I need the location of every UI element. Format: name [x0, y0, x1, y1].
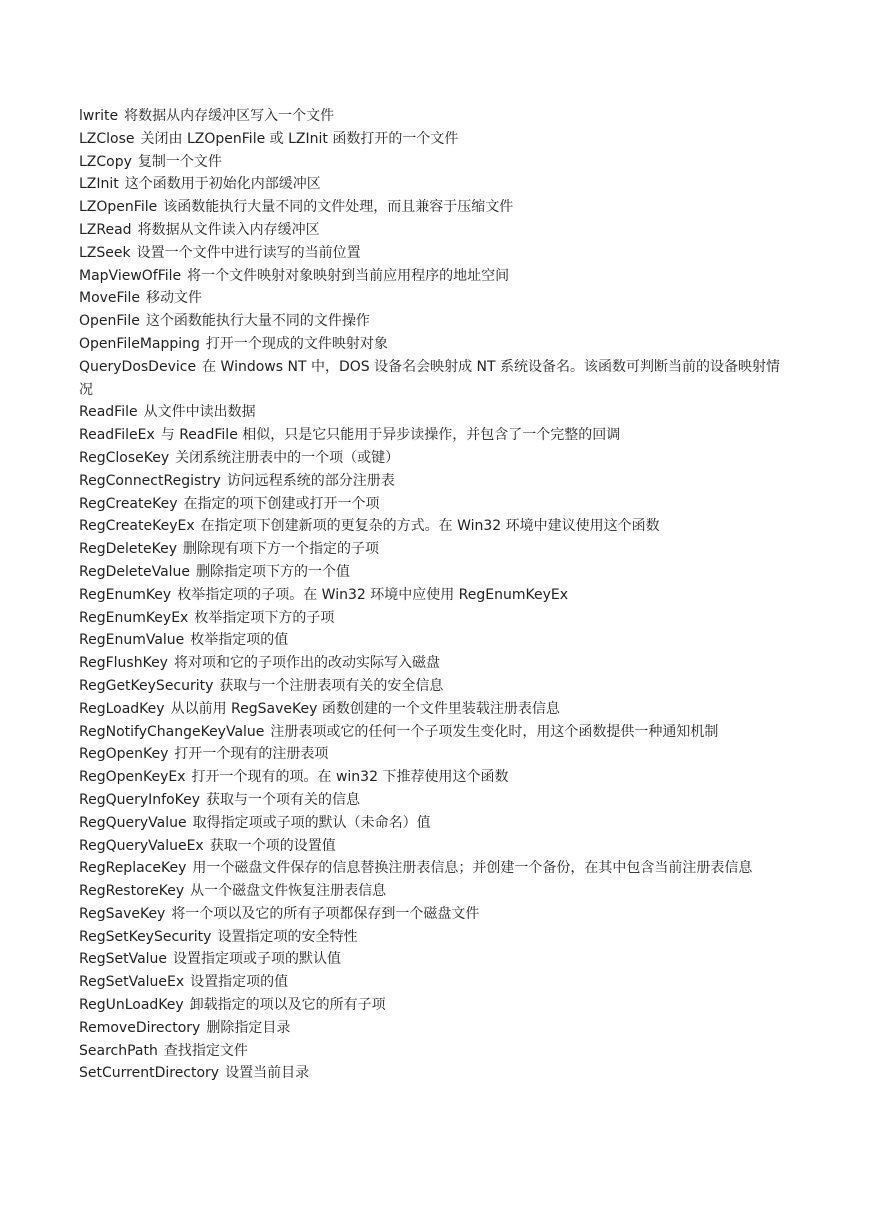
- function-name: RemoveDirectory: [79, 1019, 201, 1036]
- list-item: [79, 265, 793, 288]
- list-item: [79, 1062, 793, 1085]
- function-name: RegSaveKey: [79, 905, 166, 922]
- function-description: 在指定的项下创建或打开一个项: [183, 495, 380, 512]
- function-name: RegEnumKey: [79, 586, 172, 603]
- list-item: [79, 333, 793, 356]
- function-name: RegEnumValue: [79, 632, 185, 649]
- list-item: [79, 948, 793, 971]
- function-description: 复制一个文件: [137, 153, 222, 170]
- list-item: [79, 721, 793, 744]
- list-item: [79, 128, 793, 151]
- function-description: 将一个项以及它的所有子项都保存到一个磁盘文件: [171, 905, 480, 922]
- list-item: [79, 515, 793, 538]
- function-name: RegDeleteKey: [79, 541, 177, 558]
- function-description: 打开一个现有的项。在 win32 下推荐使用这个函数: [191, 769, 509, 786]
- function-name: RegFlushKey: [79, 655, 168, 672]
- list-item: [79, 105, 793, 128]
- function-description: 关闭系统注册表中的一个项（或键）: [175, 449, 400, 466]
- function-name: RegCreateKey: [79, 495, 178, 512]
- list-item: [79, 629, 793, 652]
- list-item: [79, 310, 793, 333]
- list-item: [79, 356, 793, 402]
- function-name: LZClose: [79, 130, 135, 147]
- function-description: 获取与一个项有关的信息: [206, 791, 361, 808]
- list-item: [79, 173, 793, 196]
- list-item: [79, 242, 793, 265]
- function-description: 这个函数能执行大量不同的文件操作: [145, 313, 370, 330]
- list-item: [79, 561, 793, 584]
- list-item: [79, 151, 793, 174]
- function-description: 用一个磁盘文件保存的信息替换注册表信息；并创建一个备份，在其中包含当前注册表信息: [192, 860, 753, 877]
- function-description: 注册表项或它的任何一个子项发生变化时，用这个函数提供一种通知机制: [270, 723, 719, 740]
- list-item: [79, 926, 793, 949]
- function-name: LZCopy: [79, 153, 132, 170]
- function-description: 打开一个现有的注册表项: [174, 746, 329, 763]
- function-name: RegSetValue: [79, 951, 168, 968]
- list-item: [79, 971, 793, 994]
- function-name: RegEnumKeyEx: [79, 609, 189, 626]
- function-description: 枚举指定项下方的子项: [194, 609, 335, 626]
- function-description: 枚举指定项的值: [190, 632, 289, 649]
- function-name: RegQueryInfoKey: [79, 791, 201, 808]
- function-description: 在 Windows NT 中，DOS 设备名会映射成 NT 系统设备名。该函数可判断当前的设备映射情况: [79, 358, 781, 398]
- function-description: 这个函数用于初始化内部缓冲区: [124, 176, 321, 193]
- list-item: [79, 789, 793, 812]
- list-item: [79, 493, 793, 516]
- function-description: 打开一个现成的文件映射对象: [205, 335, 388, 352]
- list-item: [79, 903, 793, 926]
- function-description: 与 ReadFile 相似，只是它只能用于异步读操作，并包含了一个完整的回调: [160, 427, 621, 444]
- list-item: [79, 1040, 793, 1063]
- function-description: 查找指定文件: [163, 1042, 248, 1059]
- function-description: 设置指定项的安全特性: [217, 928, 358, 945]
- list-item: [79, 880, 793, 903]
- list-item: [79, 607, 793, 630]
- function-name: ReadFile: [79, 404, 138, 421]
- function-name: RegOpenKeyEx: [79, 769, 186, 786]
- function-description: 删除现有项下方一个指定的子项: [182, 541, 379, 558]
- function-description: 枚举指定项的子项。在 Win32 环境中应使用 RegEnumKeyEx: [177, 586, 569, 603]
- function-name: RegSetValueEx: [79, 974, 185, 991]
- function-description: 删除指定项下方的一个值: [196, 563, 351, 580]
- list-item: [79, 196, 793, 219]
- function-name: RegLoadKey: [79, 700, 165, 717]
- function-description: 将对项和它的子项作出的改动实际写入磁盘: [173, 655, 440, 672]
- function-name: lwrite: [79, 108, 119, 124]
- function-name: MapViewOfFile: [79, 267, 182, 284]
- function-description: 在指定项下创建新项的更复杂的方式。在 Win32 环境中建议使用这个函数: [200, 518, 660, 535]
- function-description: 访问远程系统的部分注册表: [226, 472, 395, 489]
- function-name: LZRead: [79, 221, 132, 238]
- function-description: 设置当前目录: [225, 1065, 310, 1082]
- list-item: [79, 812, 793, 835]
- list-item: [79, 424, 793, 447]
- function-description: 移动文件: [145, 290, 202, 307]
- function-description: 从一个磁盘文件恢复注册表信息: [190, 883, 387, 900]
- list-item: [79, 470, 793, 493]
- function-name: OpenFile: [79, 313, 140, 330]
- list-item: [79, 1017, 793, 1040]
- function-description: 将一个文件映射对象映射到当前应用程序的地址空间: [187, 267, 510, 284]
- function-description: 获取一个项的设置值: [209, 837, 336, 854]
- list-item: [79, 994, 793, 1017]
- function-name: RegConnectRegistry: [79, 472, 221, 489]
- function-name: LZSeek: [79, 244, 131, 261]
- function-name: OpenFileMapping: [79, 335, 200, 352]
- function-name: LZInit: [79, 176, 119, 193]
- function-name: RegCloseKey: [79, 449, 170, 466]
- api-function-list: [79, 105, 793, 1085]
- function-name: RegQueryValue: [79, 814, 187, 831]
- function-name: RegOpenKey: [79, 746, 169, 763]
- function-name: LZOpenFile: [79, 199, 158, 216]
- function-description: 卸载指定的项以及它的所有子项: [189, 997, 386, 1014]
- list-item: [79, 766, 793, 789]
- function-name: RegCreateKeyEx: [79, 518, 195, 535]
- list-item: [79, 675, 793, 698]
- function-description: 设置指定项的值: [190, 974, 289, 991]
- list-item: [79, 584, 793, 607]
- function-description: 删除指定目录: [206, 1019, 291, 1036]
- function-name: RegNotifyChangeKeyValue: [79, 723, 265, 740]
- function-description: 从文件中读出数据: [143, 404, 256, 421]
- function-name: SearchPath: [79, 1042, 158, 1059]
- function-description: 取得指定项或子项的默认（未命名）值: [192, 814, 431, 831]
- list-item: [79, 857, 793, 880]
- function-name: RegGetKeySecurity: [79, 677, 214, 694]
- list-item: [79, 447, 793, 470]
- function-name: RegSetKeySecurity: [79, 928, 212, 945]
- function-description: 从以前用 RegSaveKey 函数创建的一个文件里装载注册表信息: [170, 700, 560, 717]
- function-description: 关闭由 LZOpenFile 或 LZInit 函数打开的一个文件: [140, 130, 459, 147]
- function-description: 设置指定项或子项的默认值: [173, 951, 342, 968]
- list-item: [79, 401, 793, 424]
- function-description: 获取与一个注册表项有关的安全信息: [219, 677, 444, 694]
- list-item: [79, 835, 793, 858]
- function-description: 该函数能执行大量不同的文件处理，而且兼容于压缩文件: [163, 199, 514, 216]
- function-name: RegQueryValueEx: [79, 837, 204, 854]
- list-item: [79, 652, 793, 675]
- function-name: RegReplaceKey: [79, 860, 187, 877]
- list-item: [79, 743, 793, 766]
- function-name: RegUnLoadKey: [79, 997, 184, 1014]
- list-item: [79, 287, 793, 310]
- function-description: 设置一个文件中进行读写的当前位置: [136, 244, 361, 261]
- list-item: [79, 219, 793, 242]
- function-name: RegRestoreKey: [79, 883, 185, 900]
- function-description: 将数据从文件读入内存缓冲区: [137, 221, 320, 238]
- function-name: ReadFileEx: [79, 427, 155, 444]
- list-item: [79, 698, 793, 721]
- function-name: SetCurrentDirectory: [79, 1065, 220, 1082]
- function-name: MoveFile: [79, 290, 140, 307]
- function-description: 将数据从内存缓冲区写入一个文件: [124, 108, 335, 124]
- function-name: QueryDosDevice: [79, 358, 197, 375]
- function-name: RegDeleteValue: [79, 563, 191, 580]
- list-item: [79, 538, 793, 561]
